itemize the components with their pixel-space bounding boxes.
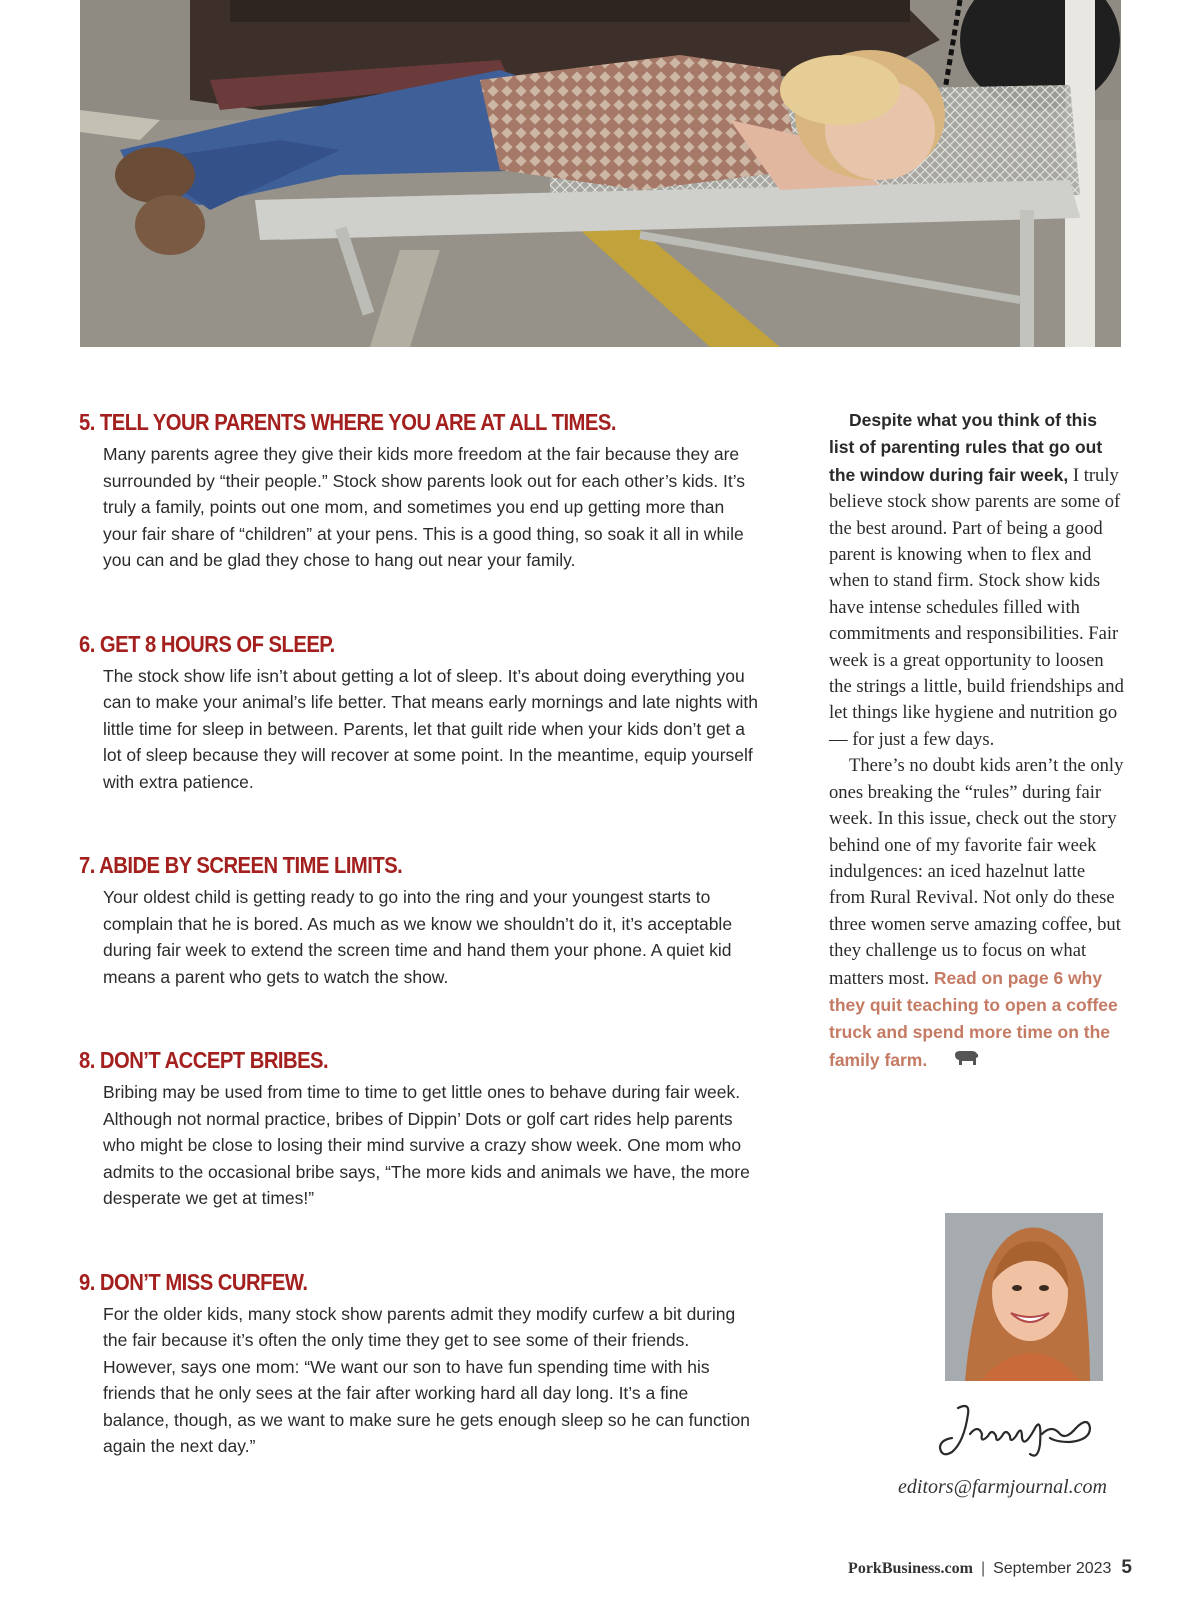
rule-5	[79, 407, 759, 574]
editor-portrait	[945, 1213, 1103, 1381]
editor-note	[829, 407, 1125, 1075]
rule-9	[79, 1267, 759, 1460]
read-more-callout: Read on page 6 why they quit teaching to open a coffee truck and spend more time on the family farm.	[829, 967, 1118, 1070]
footer-separator: |	[980, 1560, 986, 1577]
page-footer	[848, 1557, 1132, 1579]
lead-text: Despite what you think of this list of parenting rules that go out the window during fair week,	[829, 410, 1103, 485]
paragraph-text: There’s no doubt kids aren’t the only ones breaking the “rules” during fair week. In this issue, check out the story behind one of my favorite fair week indulgences: an iced hazelnut latte from Rural Revival. Not only do these three women serve amazing coffee, but they challenge us to focus on what matters most.	[829, 755, 1124, 989]
footer-site[interactable]: PorkBusiness.com	[848, 1560, 973, 1577]
photo-girl-sleeping-on-bench	[80, 0, 1121, 347]
rule-8	[79, 1045, 759, 1212]
hero-photo	[80, 0, 1121, 347]
footer-issue: September 2023	[993, 1560, 1112, 1577]
signature-image	[930, 1394, 1100, 1464]
rule-body: Your oldest child is getting ready to go into the ring and your youngest starts to complain that he is bored. As much as we know we shouldn’t do it, it’s acceptable during fair week to extend the screen time and hand them your phone. A quiet kid means a parent who gets to watch the show.	[103, 887, 733, 987]
paragraph-text: I truly believe stock show parents are some of the best around. Part of being a good parent is knowing when to flex and when to stand firm. Stock show kids have intense schedules filled with commitments and responsibilities. Fair week is a great opportunity to loosen the strings a little, build friendships and let things like hygiene and nutrition go — for just a few days.	[829, 464, 1124, 750]
editor-paragraph-1	[829, 407, 1125, 753]
page-number: 5	[1121, 1557, 1132, 1578]
rule-heading: 9. DON’T MISS CURFEW.	[79, 1268, 308, 1295]
rules-column	[79, 407, 759, 1460]
rule-heading: 6. GET 8 HOURS OF SLEEP.	[79, 630, 335, 657]
rule-6	[79, 629, 759, 796]
pig-icon	[933, 1048, 979, 1074]
rule-heading: 7. ABIDE BY SCREEN TIME LIMITS.	[79, 852, 403, 878]
rule-body: The stock show life isn’t about getting a lot of sleep. It’s about doing everything you can to make your animal’s life better. That means early mornings and late nights with little time for sleep in between. Parents, let that guilt ride when your kids don’t get a lot of sleep because they will recover at some point. In the meantime, equip yourself with extra patience.	[103, 665, 758, 792]
portrait-image	[945, 1213, 1103, 1381]
rule-heading: 8. DON’T ACCEPT BRIBES.	[79, 1047, 329, 1073]
rule-heading: 5. TELL YOUR PARENTS WHERE YOU ARE AT ALL TIMES.	[79, 409, 616, 435]
rule-body: Bribing may be used from time to time to get little ones to behave during fair week. Although not normal practice, bribes of Dippin’ Dots or golf cart rides help parents who might be close to losing their mind survive a crazy show week. One mom who admits to the occasional bribe says, “The more kids and animals we have, the more desperate we get at times!”	[103, 1082, 750, 1208]
rule-body: Many parents agree they give their kids more freedom at the fair because they are surrounded by “their people.” Stock show parents look out for each other’s kids. It’s truly a family, points out one mom, and sometimes you end up getting more than your fair share of “children” at your pens. This is a good thing, so soak it all in while you can and be glad they chose to hang out near your family.	[103, 444, 746, 570]
rule-body: For the older kids, many stock show parents admit they modify curfew a bit during the fair because it’s often the only time they get to see some of their friends. However, says one mom: “We want our son to have fun spending time with his friends that he only sees at the fair after working hard all day long. It’s a fine balance, though, as we want to make sure he gets enough sleep so he can function again the next day.”	[103, 1303, 750, 1456]
editor-paragraph-2	[829, 753, 1125, 1074]
editor-email[interactable]: editors@farmjournal.com	[898, 1476, 1107, 1498]
signature	[930, 1394, 1100, 1464]
rule-7	[79, 850, 759, 990]
